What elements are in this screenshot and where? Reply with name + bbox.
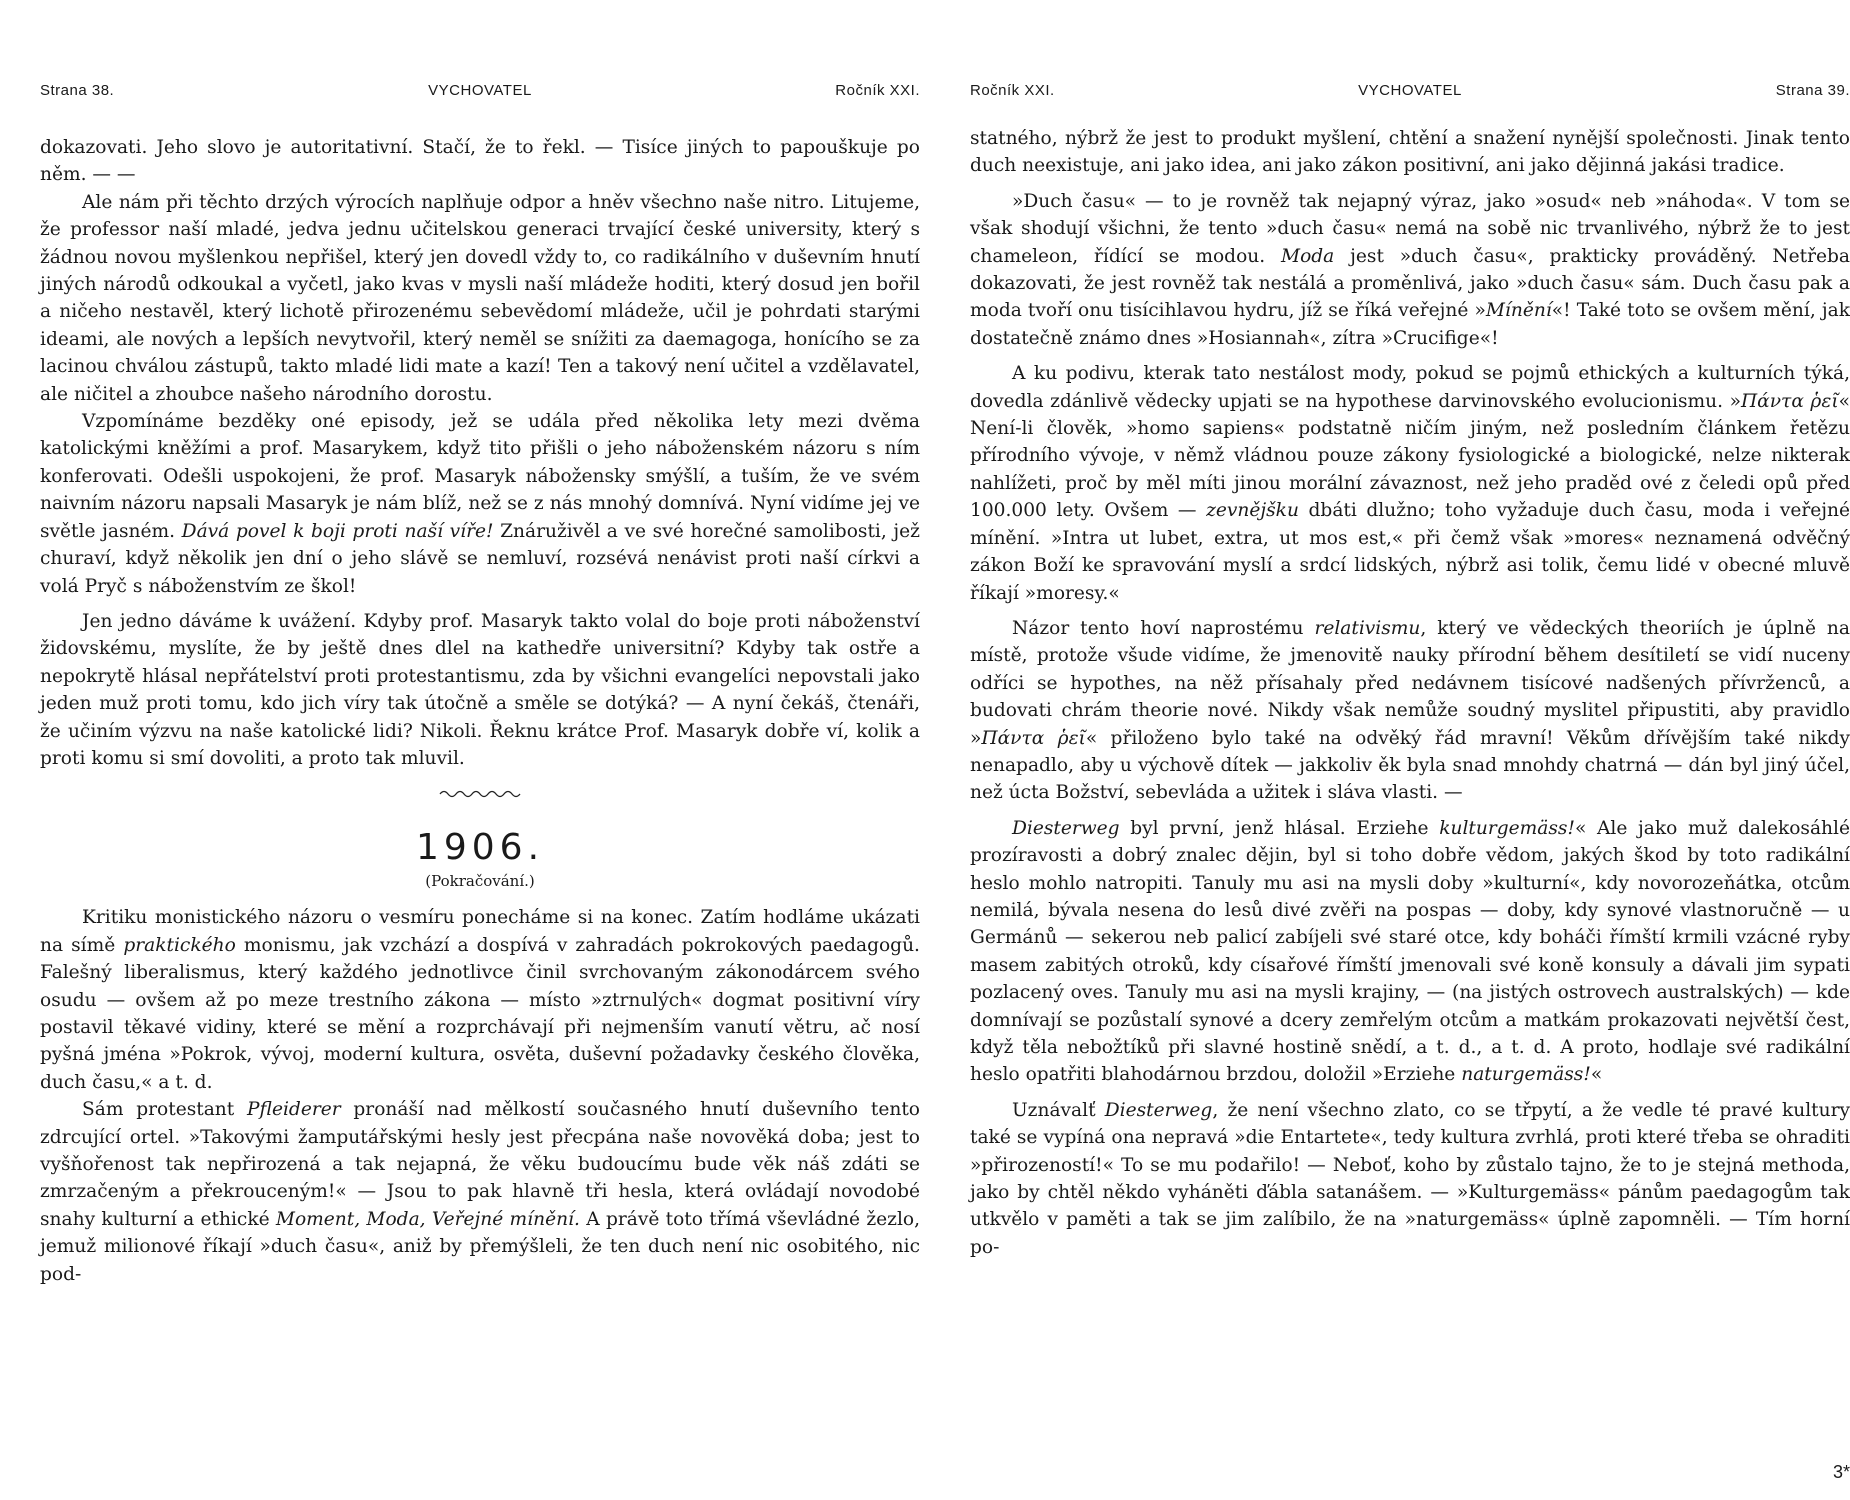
section-title: 1906. (415, 827, 545, 869)
right-page (970, 0, 1850, 1500)
paragraph: »Duch času« — to je rovněž tak nejapný výraz, jako »osud« neb »náhoda«. V tom se však shodují všichni, že tento »duch času« nemá na sobě nic trvanlivého, nýbrž že to jest chameleon, řídící se modou. Moda jest »duch času«, prakticky prováděný. Netřeba dokazovati, že jest rovněž tak nestálá a proměnlivá, jako »duch času« sám. Duch času pak a moda tvoří onu tisícihlavou hydru, jíž se říká veřejné »Mínění«! Také toto se ovšem mění, jak dostatečně známo dnes »Hosiannah«, zítra »Crucifige«! (970, 190, 1850, 349)
paragraph: Sám protestant Pfleiderer pronáší nad mělkostí současného hnutí duševního tento zdrcující ortel. »Takovými žamputářskými hesly jest přecpána naše novověká doba; jest to vyšňořenost tak nepřirozená a tak nejapná, že věku budoucímu bude věk náš zdáti se zmrzačeným a překrouceným!« — Jsou to pak hlavně tři hesla, která ovládají novodobé snahy kulturní a ethické Moment, Moda, Veřejné mínění. A právě toto třímá vševládné žezlo, jemuž milionové říkají »duch času«, aniž by přemýšleli, že ten duch není nic osobitého, nic pod- (40, 1099, 920, 1285)
paragraph: statného, nýbrž že jest to produkt myšlení, chtění a snažení nynější společnosti. Jinak tento duch neexistuje, ani jako idea, ani jako zákon positivní, ani jako dějinná jakási tradice. (970, 128, 1850, 177)
volume-label: Ročník XXI. (970, 82, 1055, 99)
running-header (40, 82, 920, 106)
paragraph: Ale nám při těchto drzých výrocích naplňuje odpor a hněv všechno naše nitro. Litujeme, že professor naší mladé, jedva jednu učitelskou generaci trvající české university, který s žádnou novou myšlenkou nepřišel, který jen dovedl vždy to, co radikálního v duševním hnutí jiných národů odkoukal a vyčetl, jako kvas v mysli naší mládeže hoditi, který dosud jen bořil a ničeho nestavěl, který lichotě přirozenému sebevědomí mládeže, učil je pohrdati starými ideami, ale nových a lepších nevytvořil, který neměl se snížiti za daemagoga, honícího se za lacinou chválou zástupů, takto mladé lidi mate a kazí! Ten a takový není učitel a vzdělavatel, ale ničitel a zhoubce našeho národního dorostu. (40, 191, 920, 405)
paragraph: dokazovati. Jeho slovo je autoritativní. Stačí, že to řekl. — Tisíce jiných to papouškuje po něm. — — (40, 137, 920, 186)
paragraph: Názor tento hoví naprostému relativismu, který ve vědeckých theoriích je úplně na místě, protože všude vidíme, že jmenovitě nauky přírodní během desítiletí se vidí nuceny odříci se hypothes, na něž přísahaly před nedávnem tisícové nadšených přívrženců, a budovati chrám theorie nové. Nikdy však nemůže soudný myslitel připustiti, aby pravidlo »Πάντα ῥεῖ« přiloženo bylo také na odvěký řád mravní! Věkům dřívějším také nikdy nenapadlo, aby u výchově dítek — jakkoliv ěk byla snad mnohdy chatrná — dán byl jiný účel, než úcta Božství, sebevláda a užitek i sláva vlasti. — (970, 617, 1850, 804)
paragraph: A ku podivu, kterak tato nestálost mody, pokud se pojmů ethických a kulturních týká, dovedla zdánlivě vědecky upjati se na hypothese darvinovského evolucionismu. »Πάντα ῥεῖ« Není-li člověk, »homo sapiens« podstatně ničím jiným, než posledním článkem řetězu přírodního vývoje, v němž vládnou pouze zákony fysiologické a biologické, nelze nikterak nahlížeti, proč by měl míti jinou morální závaznost, než jeho praděd ové z čeledi opů před 100.000 lety. Ovšem — zevnějšku dbáti dlužno; toho vyžaduje duch času, moda i veřejné mínění. »Intra ut lubet, extra, ut mos est,« při čemž však »mores« neznamená odvěčný zákon Boží ke spravování myslí a srdcí lidských, nýbrž asi tolik, čemu lidé v obecné mluvě říkají »moresy.« (970, 363, 1850, 604)
paragraph: Diesterweg byl první, jenž hlásal. Erziehe kulturgemäss!« Ale jako muž dalekosáhlé prozíravosti a dobrý znalec dějin, byl si toho dobře vědom, jakých škod by toto radikální heslo mohlo natropiti. Tanuly mu asi na mysli doby »kulturní«, kdy novorozeňátka, otcům nemilá, bývala nesena do lesů divé zvěři na pospas — doby, kdy synové vlastnoručně — u Germánů — sekerou neb palicí zabíjeli své staré otce, kdy boháči římští krmili vzácné ryby masem zabitých otroků, kdy císařové římští jmenovali své koně konsuly a dávali jim sypati pozlacený oves. Tanuly mu asi na mysli krajiny, — (na jistých ostrovech australských) — kde domnívají se pozůstalí synové a dcery zemřelým otcům a matkám prokazovati největší čest, když těla nebožtíků při slavné hostině snědí, a t. d., a t. d. A proto, hodlaje své radikální heslo opatřiti blahodárnou brzdou, doložil »Erziehe naturgemäss!« (970, 817, 1850, 1086)
paragraph: Vzpomínáme bezděky oné episody, jež se udála před několika lety mezi dvěma katolickými kněžími a prof. Masarykem, když tito přišli o jeho náboženském názoru s ním konferovati. Odešli uspokojeni, že prof. Masaryk nábožensky smýšlí, a tuším, že ve svém naivním názoru napsali Masaryk je nám blíž, než se z nás mnohý domnívá. Nyní vidíme jej ve světle jasném. Dává povel k boji proti naší víře! Znáruživěl a ve své horečné samolibosti, jež churaví, když několik jen dní o jeho slávě se nemluví, rozsévá nenávist proti naší církvi a volá Pryč s náboženstvím ze škol! (40, 411, 920, 597)
section-subtitle: (Pokračování.) (425, 872, 535, 891)
volume-label: Ročník XXI. (835, 82, 920, 99)
ornament-divider (40, 782, 920, 798)
paragraph: Kritiku monistického názoru o vesmíru ponecháme si na konec. Zatím hodláme ukázati na símě praktického monismu, jak vzchází a dospívá v zahradách pokrokových paedagogů. Falešný liberalismus, který každého jednotlivce činil svrchovaným zákonodárcem svého osudu — ovšem až po meze trestního zákona — místo »ztrnulých« dogmat positivní víry postavil těkavé vidiny, které se mění a rozprchávají při nejmenším vanutí větru, ač nosí pyšná jména »Pokrok, vývoj, moderní kultura, osvěta, duševní požadavky českého člověka, duch času,« a t. d. (40, 907, 920, 1093)
right-text (970, 125, 1850, 1261)
page-number-label: Strana 38. (40, 82, 115, 99)
running-header (970, 82, 1850, 106)
paragraph: Jen jedno dáváme k uvážení. Kdyby prof. Masaryk takto volal do boje proti náboženství židovskému, myslíte, že by ještě dnes dlel na kathedře universitní? Kdyby tak ostře a nepokrytě hlásal nepřátelství proti protestantismu, zda by všichni evangelíci nepovstali jako jeden muž proti tomu, kdo jich víry tak útočně a směle se dotýká? — A nyní čekáš, čtenáři, že učiním výzvu na naše katolické lidi? Nikoli. Řeknu krátce Prof. Masaryk dobře ví, kolik a proti komu si smí dovoliti, a proto tak mluvil. (40, 610, 920, 769)
left-page (40, 0, 920, 1500)
paragraph: Uznávalť Diesterweg, že není všechno zlato, co se třpytí, a že vedle té pravé kultury také se vypíná ona nepravá »die Entartete«, tedy kultura zvrhlá, proti které třeba se ohraditi »přirozeností!« To se mu podařilo! — Neboť, koho by zůstalo tajno, že to je stejná methoda, jako by chtěl někdo vyháněti ďábla satanášem. — »Kulturgemäss« pánům paedagogům tak utkvělo v paměti a tak se jim zalíbilo, že na »naturgemäss« úplně zapomněli. — Tím horní po- (970, 1099, 1850, 1258)
signature-mark: 3* (1832, 1462, 1850, 1482)
page-number-label: Strana 39. (1775, 82, 1850, 99)
journal-title: VYCHOVATEL (1358, 82, 1462, 99)
left-text (40, 134, 920, 1288)
journal-title: VYCHOVATEL (428, 82, 532, 99)
